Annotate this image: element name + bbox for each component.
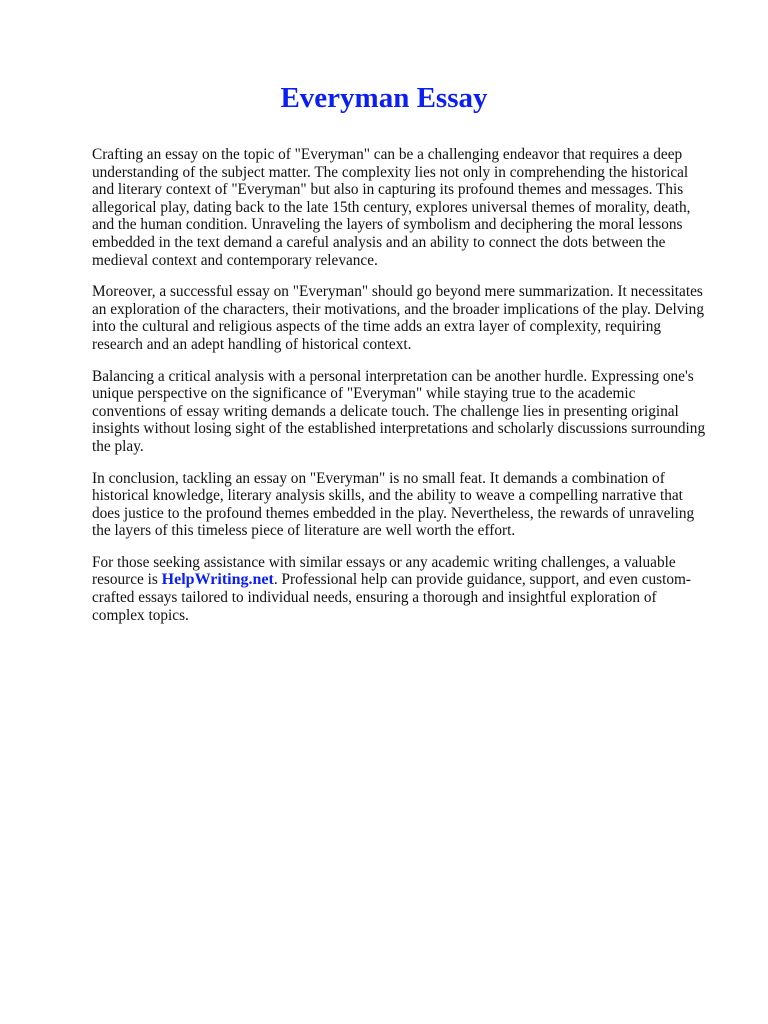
paragraph-interpretation: Balancing a critical analysis with a personal interpretation can be another hurdle. Expressing one's unique perspective on the significance of "Everyman" while staying true to the academic conventions of essay writing demands a delicate touch. The challenge lies in presenting original insights without losing sight of the established interpretations and scholarly discussions surrounding the play. bbox=[92, 367, 706, 455]
essay-body bbox=[92, 146, 712, 638]
paragraph-intro: Crafting an essay on the topic of "Everyman" can be a challenging endeavor that requires a deep understanding of the subject matter. The complexity lies not only in comprehending the historical and literary context of "Everyman" but also in capturing its profound themes and messages. This allegorical play, dating back to the late 15th century, explores universal themes of morality, death, and the human condition. Unraveling the layers of symbolism and deciphering the moral lessons embedded in the text demand a careful analysis and an ability to connect the dots between the medieval context and contemporary relevance. bbox=[92, 146, 691, 269]
page-title: Everyman Essay bbox=[280, 82, 488, 114]
resource-text-before: For those seeking assistance with similar essays or any academic writing challenges, a valuable resource is bbox=[92, 553, 676, 589]
paragraph-conclusion: In conclusion, tackling an essay on "Everyman" is no small feat. It demands a combination of historical knowledge, literary analysis skills, and the ability to weave a compelling narrative that does justice to the profound themes embedded in the play. Nevertheless, the rewards of unraveling the layers of this timeless piece of literature are well worth the effort. bbox=[92, 469, 695, 540]
paragraph-resource bbox=[92, 554, 712, 624]
helpwriting-link[interactable]: HelpWriting.net bbox=[161, 571, 274, 589]
paragraph-characters: Moreover, a successful essay on "Everyman" should go beyond mere summarization. It necessitates an exploration of the characters, their motivations, and the broader implications of the play. Delving into the cultural and religious aspects of the time adds an extra layer of complexity, requiring research and an adept handling of historical context. bbox=[92, 283, 704, 353]
resource-text-after: . Professional help can provide guidance, support, and even custom-crafted essays tailored to individual needs, ensuring a thorough and insightful exploration of complex topics. bbox=[92, 571, 691, 624]
